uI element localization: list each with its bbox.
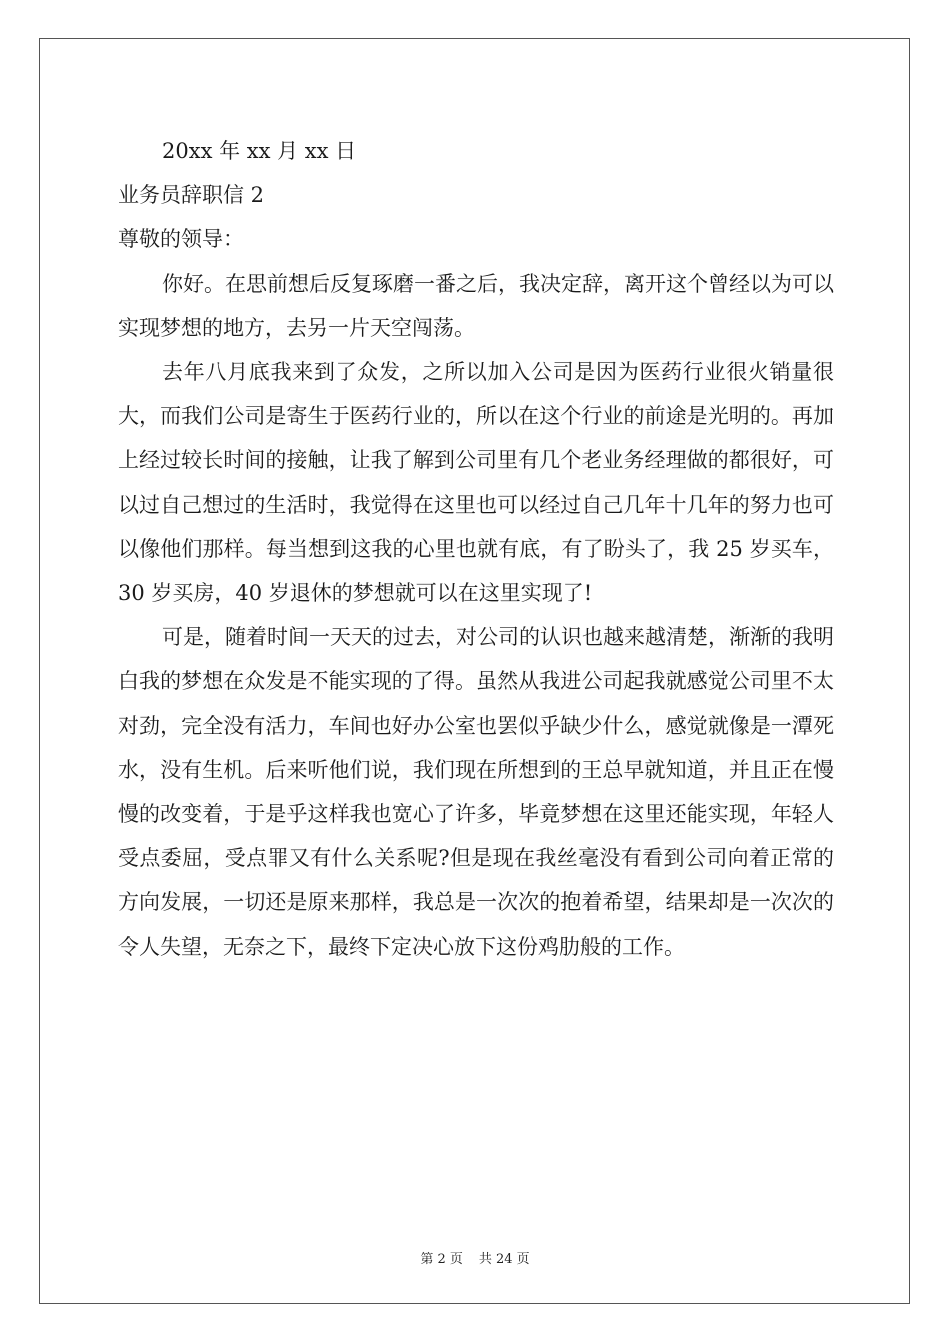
salutation: 尊敬的领导： <box>118 227 244 252</box>
paragraph-2: 去年八月底我来到了众发，之所以加入公司是因为医药行业很火销量很大，而我们公司是寄生于医药行业的，所以在这个行业的前途是光明的。再加上经过较长时间的接触，让我了解到公司里有几个老业务经理做的都很好，可以过自己想过的生活时，我觉得在这里也可以经过自己几年十几年的努力也可以像他们那样。每当想到这我的心里也就有底，有了盼头了，我 25 岁买车，30 岁买房，40 岁退休的梦想就可以在这里实现了! <box>118 360 834 606</box>
page-number-total: 共 24 页 <box>478 1252 530 1267</box>
paragraph-3: 可是，随着时间一天天的过去，对公司的认识也越来越清楚，渐渐的我明白我的梦想在众发是不能实现的了得。虽然从我进公司起我就感觉公司里不太对劲，完全没有活力，车间也好办公室也罢似乎缺少什么，感觉就像是一潭死水，没有生机。后来听他们说，我们现在所想到的王总早就知道，并且正在慢慢的改变着，于是乎这样我也宽心了许多，毕竟梦想在这里还能实现，年轻人受点委屈，受点罪又有什么关系呢?但是现在我丝毫没有看到公司向着正常的方向发展，一切还是原来那样，我总是一次次的抱着希望，结果却是一次次的令人失望，无奈之下，最终下定决心放下这份鸡肋般的工作。 <box>118 625 834 959</box>
paragraph-1: 你好。在思前想后反复琢磨一番之后，我决定辞，离开这个曾经以为可以实现梦想的地方，去另一片天空闯荡。 <box>118 271 834 340</box>
page-number-current: 第 2 页 <box>420 1252 463 1267</box>
document-body <box>118 129 834 969</box>
letter-title: 业务员辞职信 2 <box>118 183 265 208</box>
page-footer <box>0 1248 950 1267</box>
date-line: 20xx 年 xx 月 xx 日 <box>162 139 357 163</box>
